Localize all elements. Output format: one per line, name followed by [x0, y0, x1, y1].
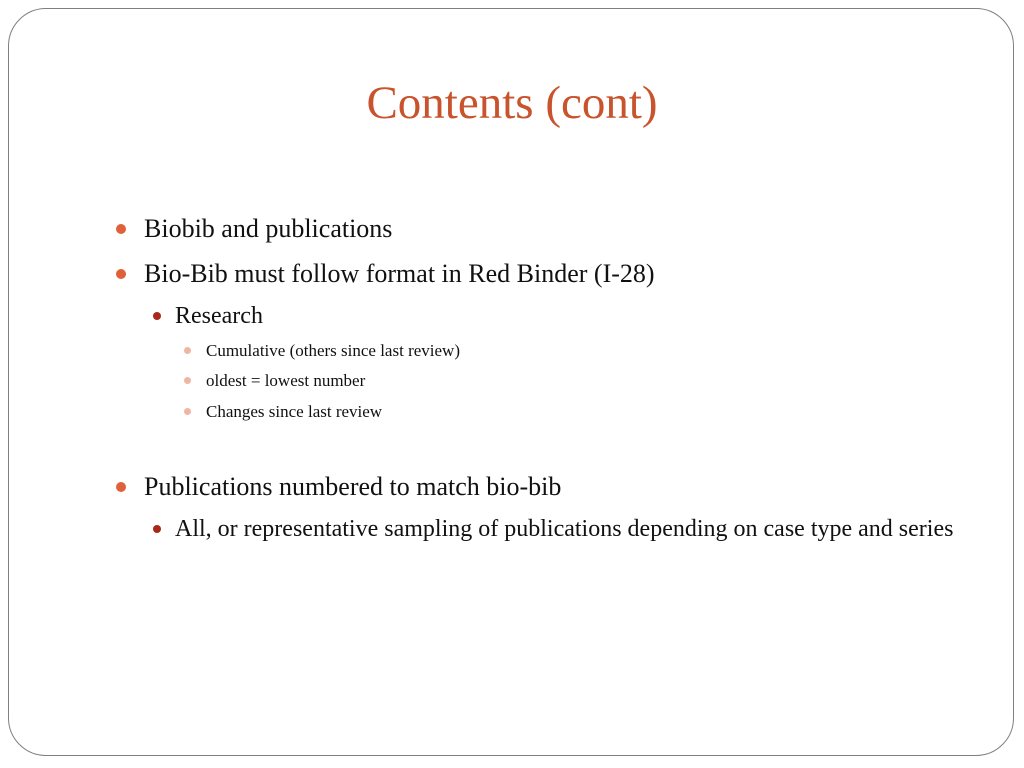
sub-sub-bullet-text: Cumulative (others since last review): [206, 341, 460, 360]
sub-sub-bullet-dot-icon: [184, 408, 191, 415]
bullet-text: Publications numbered to match bio-bib: [144, 472, 562, 501]
sub-sub-bullet-dot-icon: [184, 377, 191, 384]
sub-sub-bullet-dot-icon: [184, 347, 191, 354]
sub-bullet-dot-icon: [153, 525, 161, 533]
sub-bullet-dot-icon: [153, 312, 161, 320]
sub-sub-bullet-text: oldest = lowest number: [206, 371, 366, 390]
bullet-dot-icon: [116, 269, 126, 279]
sub-sub-bullet-text: Changes since last review: [206, 402, 383, 421]
sub-bullet-text: All, or representative sampling of publications depending on case type and series: [175, 516, 954, 542]
sub-bullet-text: Research: [175, 303, 263, 329]
slide-title: Contents (cont): [366, 77, 658, 129]
bullet-text: Biobib and publications: [144, 214, 393, 243]
bullet-text: Bio-Bib must follow format in Red Binder (I-28): [144, 259, 655, 288]
bullet-dot-icon: [116, 224, 126, 234]
bullet-dot-icon: [116, 482, 126, 492]
